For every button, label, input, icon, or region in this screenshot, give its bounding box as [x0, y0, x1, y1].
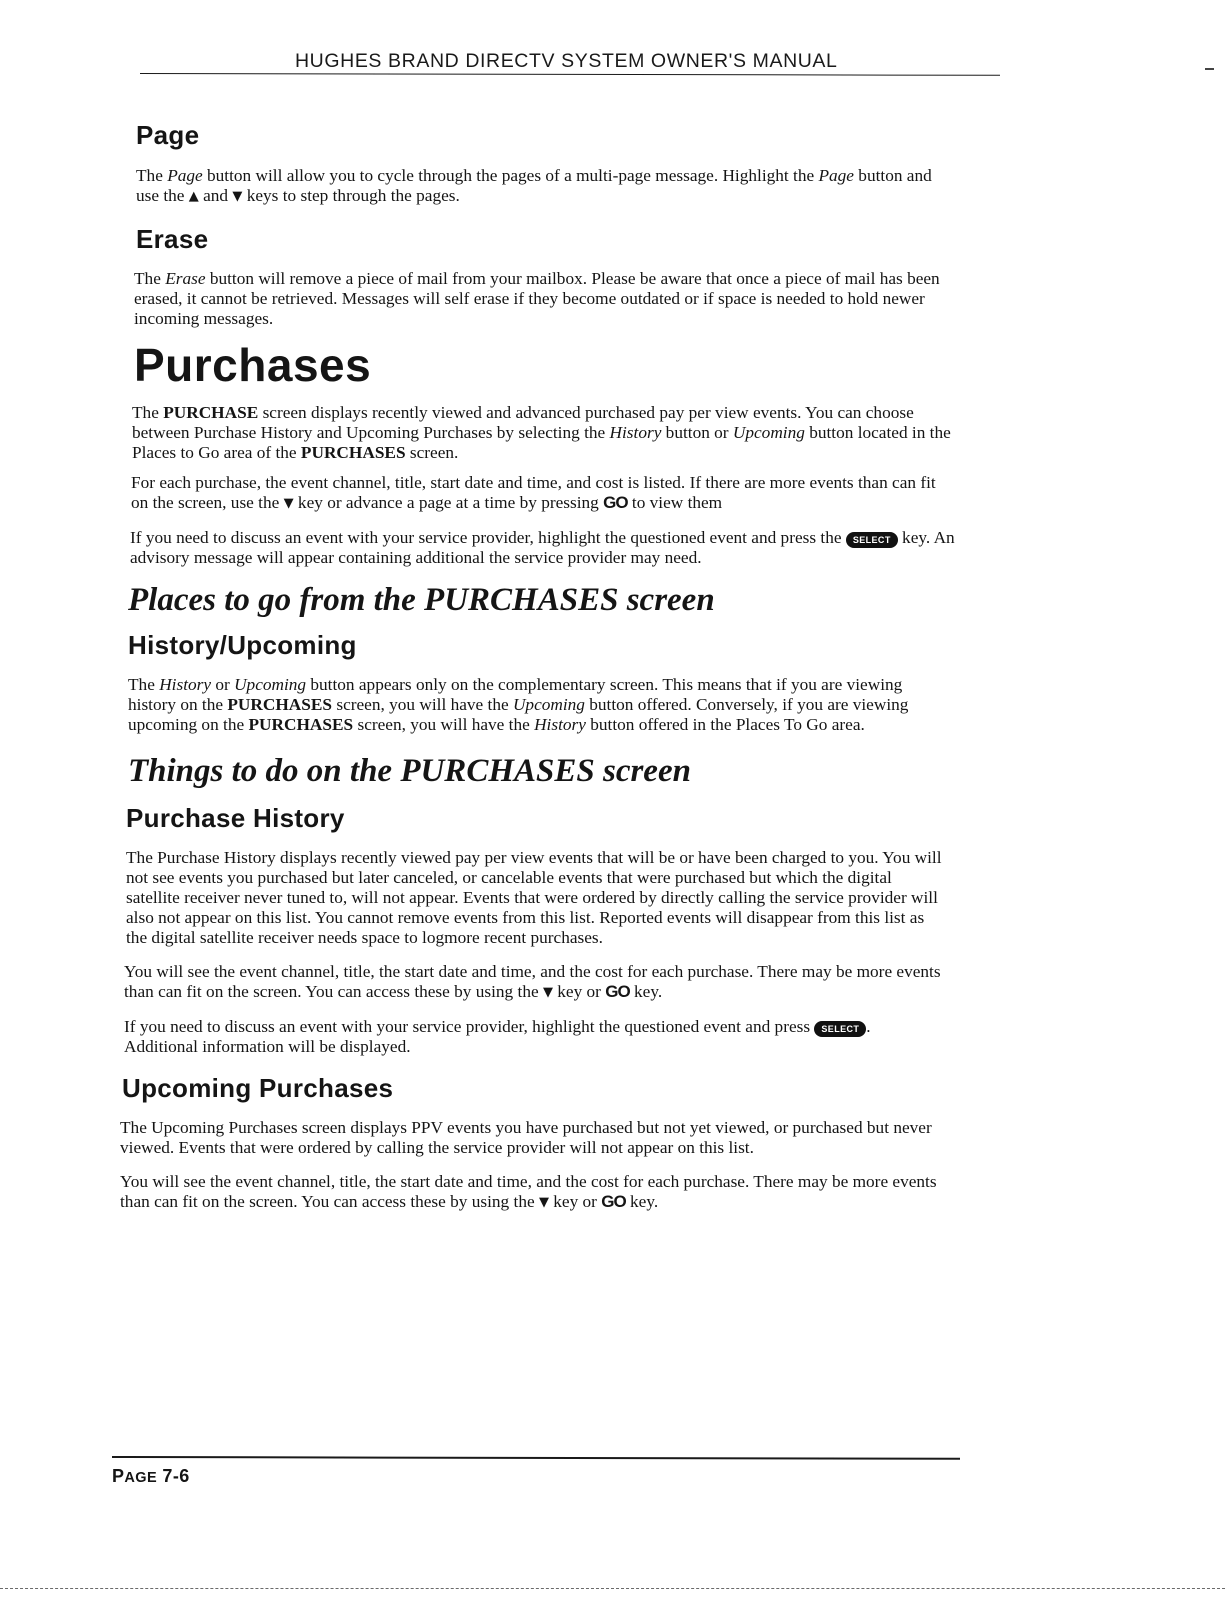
up-arrow-icon: ▲: [188, 189, 199, 205]
history-upcoming-paragraph: The History or Upcoming button appears only on the complementary screen. This means that if you are viewing history on the PURCHASES screen, you will have the Upcoming button offered. Conversely, if you are viewing upcoming on the PURCHASES screen, you will have the History button offered in the Places To Go area.: [128, 675, 909, 735]
down-arrow-icon: ▼: [542, 984, 553, 1000]
content-body: [120, 118, 988, 1213]
upcoming-purchases-paragraph-1: The Upcoming Purchases screen displays PPV events you have purchased but not yet viewed, or purchased but never viewed. Events that were ordered by calling the service provider will not appear on this list.: [120, 1118, 932, 1158]
heading-erase: Erase: [136, 224, 209, 255]
heading-page: Page: [136, 120, 200, 150]
purchases-paragraph-1: The PURCHASE screen displays recently viewed and advanced purchased pay per view events. You can choose between Purchase History and Upcoming Purchases by selecting the History button or Upcoming button located in the Places to Go area of the PURCHASES screen.: [132, 402, 951, 462]
go-key-icon: GO: [601, 1192, 626, 1212]
purchase-history-paragraph-2: You will see the event channel, title, the start date and time, and the cost for each purchase. There may be more events than can fit on the screen. You can access these by using the ▼ key or GO key.: [124, 961, 941, 1001]
heading-upcoming-purchases: Upcoming Purchases: [122, 1072, 394, 1103]
footer-rule: [112, 1456, 960, 1460]
down-arrow-icon: ▼: [232, 189, 243, 205]
purchases-paragraph-2: For each purchase, the event channel, title, start date and time, and cost is listed. If there are more events than can fit on the screen, use the ▼ key or advance a page at a time by pressing GO to view them: [131, 472, 936, 512]
select-key-icon: SELECT: [846, 532, 898, 548]
running-header: [140, 46, 1000, 86]
purchases-paragraph-3: If you need to discuss an event with your service provider, highlight the questioned event and press the SELECT key. An advisory message will appear containing additional the service provider may need.: [130, 527, 955, 567]
scan-edge-line: [0, 1588, 1225, 1589]
go-key-icon: GO: [605, 981, 630, 1001]
page-footer: [112, 1456, 960, 1487]
heading-history-upcoming: History/Upcoming: [128, 630, 357, 661]
down-arrow-icon: ▼: [283, 495, 294, 511]
upcoming-purchases-paragraph-2: You will see the event channel, title, the start date and time, and the cost for each purchase. There may be more events than can fit on the screen. You can access these by using the ▼ key or GO key.: [120, 1172, 937, 1212]
purchase-history-paragraph-1: The Purchase History displays recently viewed pay per view events that will be or have been charged to you. You will not see events you purchased but later canceled, or cancelable events that were purchased but which the digital satellite receiver never tuned to, will not appear. Events that were ordered by directly calling the service provider will also not appear on this list. You cannot remove events from this list. Reported events will disappear from this list as the digital satellite receiver needs space to logmore recent purchases.: [126, 847, 942, 947]
header-rule: [140, 73, 1000, 76]
page-paragraph: The Page button will allow you to cycle through the pages of a multi-page message. Highlight the Page button and use the ▲ and ▼ keys to step through the pages.: [136, 166, 932, 206]
purchase-history-paragraph-3: If you need to discuss an event with your service provider, highlight the questioned event and press SELECT . Additional information will be displayed.: [124, 1016, 871, 1056]
down-arrow-icon: ▼: [538, 1195, 549, 1211]
heading-purchases: Purchases: [134, 339, 372, 392]
heading-purchase-history: Purchase History: [126, 802, 345, 833]
erase-paragraph: The Erase button will remove a piece of mail from your mailbox. Please be aware that once a piece of mail has been erased, it cannot be retrieved. Messages will self erase if they become outdated or if space is needed to hold newer incoming messages.: [134, 269, 940, 329]
go-key-icon: GO: [603, 492, 628, 512]
select-key-icon: SELECT: [814, 1021, 866, 1037]
heading-things-to-do: Things to do on the PURCHASES screen: [128, 753, 691, 790]
running-header-title: HUGHES BRAND DIRECTV SYSTEM OWNER'S MANUAL: [295, 50, 838, 72]
scan-edge-mark: [1205, 68, 1214, 70]
heading-places-to-go: Places to go from the PURCHASES screen: [128, 581, 715, 618]
page-number: PAGE 7-6: [112, 1466, 190, 1486]
